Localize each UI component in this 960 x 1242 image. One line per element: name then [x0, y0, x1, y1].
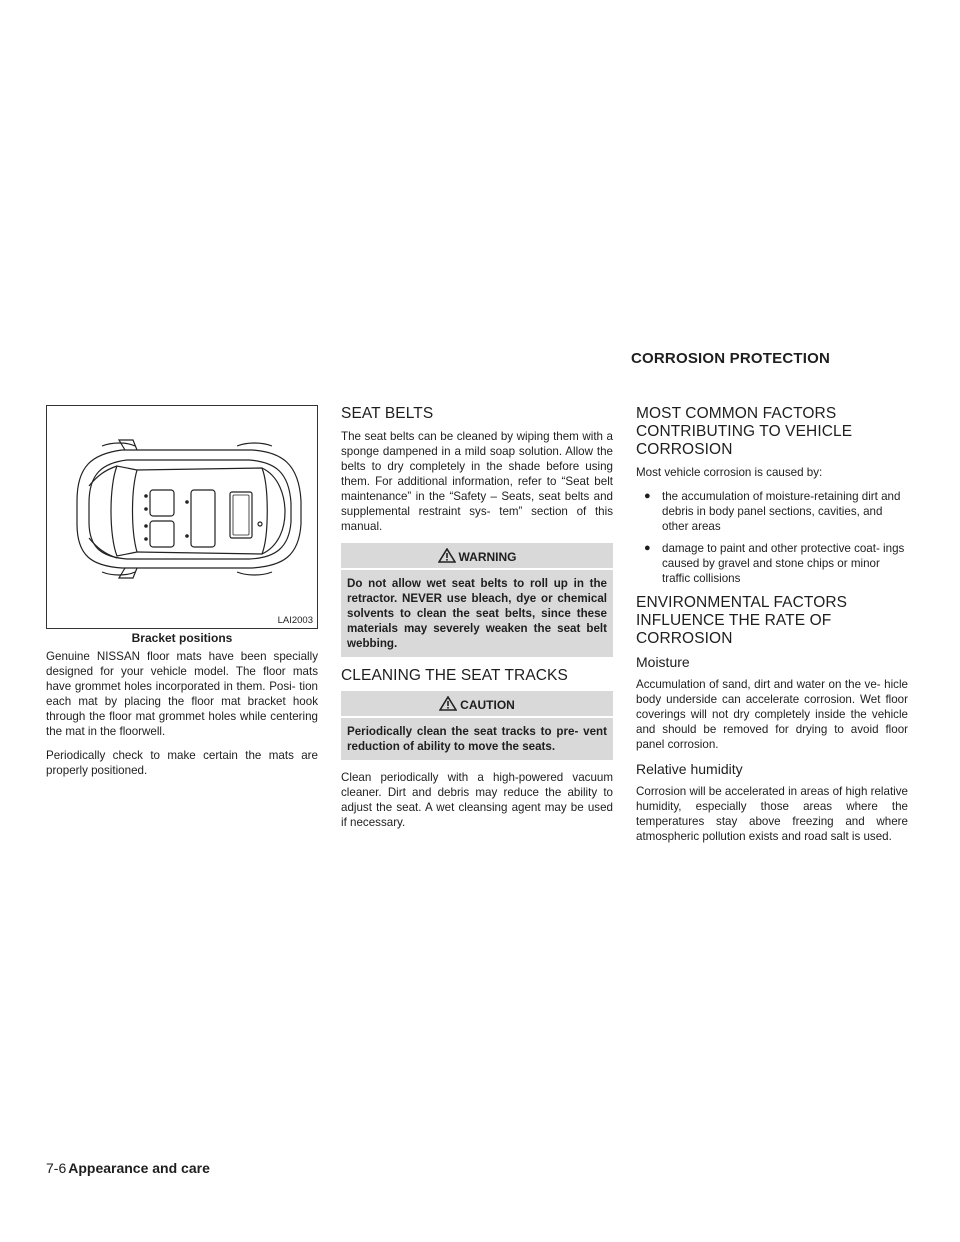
column-seat-belts	[341, 405, 613, 839]
paragraph-relative-humidity: Corrosion will be accelerated in areas of high relative humidity, especially those areas where the temperatures stay above freezing and where atmospheric pollution exists and road salt is used.	[636, 785, 908, 843]
factors-list	[636, 489, 908, 586]
heading-relative-humidity: Relative humidity	[636, 761, 743, 777]
page-footer	[46, 1160, 210, 1176]
paragraph-seat-belts: The seat belts can be cleaned by wiping them with a sponge dampened in a mild soap solution. Allow the belts to dry completely in the shade before using them. For additional information, refer to “Seat belt maintenance” in the “Safety – Seats, seat belts and supplemental restraint sys- tem” section of this manual.	[341, 430, 613, 533]
column-floor-mats	[46, 405, 318, 787]
bullet-icon: ●	[644, 490, 651, 502]
figure-code: LAI2003	[277, 615, 313, 626]
caution-label: CAUTION	[460, 698, 515, 712]
warning-label: WARNING	[458, 550, 517, 564]
paragraph-moisture: Accumulation of sand, dirt and water on the ve- hicle body underside can accelerate corrosion. Wet floor coverings will not dry completely inside the vehicle and should be removed for drying to avoid floor panel corrosion.	[636, 678, 908, 751]
heading-cleaning-seat-tracks: CLEANING THE SEAT TRACKS	[341, 667, 568, 684]
warning-box	[341, 543, 613, 657]
heading-moisture: Moisture	[636, 654, 690, 670]
page-number: 7-6	[46, 1160, 67, 1176]
caution-icon	[439, 696, 457, 711]
caution-box	[341, 691, 613, 760]
caution-text: Periodically clean the seat tracks to pre- vent reduction of ability to move the seats.	[347, 725, 607, 753]
column-corrosion	[636, 405, 908, 853]
paragraph-mats-check: Periodically check to make certain the mats are properly positioned.	[46, 749, 318, 777]
figure-bracket-positions	[46, 405, 318, 629]
list-item: ● damage to paint and other protective coat- ings caused by gravel and stone chips or minor traffic collisions	[644, 542, 905, 585]
vehicle-top-view-illustration	[47, 406, 317, 628]
section-header: CORROSION PROTECTION	[631, 350, 831, 367]
figure-caption: Bracket positions	[131, 631, 233, 645]
heading-common-factors: MOST COMMON FACTORS CONTRIBUTING TO VEHICLE CORROSION	[636, 405, 853, 458]
paragraph-seat-tracks: Clean periodically with a high-powered vacuum cleaner. Dirt and debris may reduce the ability to adjust the seat. A wet cleansing agent may be used if necessary.	[341, 771, 613, 829]
heading-seat-belts: SEAT BELTS	[341, 405, 434, 422]
warning-text: Do not allow wet seat belts to roll up in the retractor. NEVER use bleach, dye or chemical solvents to clean the seat belts, since these materials may severely weaken the seat belt webbing.	[347, 577, 607, 650]
paragraph-floor-mats: Genuine NISSAN floor mats have been specially designed for your vehicle model. The floor mats have grommet holes incorporated in them. Posi- tion each mat by placing the floor mat bracket hook through the floor mat grommet holes while centering the mat in the floorwell.	[46, 650, 318, 738]
heading-environmental-factors: ENVIRONMENTAL FACTORS INFLUENCE THE RATE OF CORROSION	[636, 594, 848, 647]
paragraph-factors-intro: Most vehicle corrosion is caused by:	[636, 466, 823, 479]
bullet-icon: ●	[644, 542, 651, 554]
chapter-title: Appearance and care	[68, 1160, 210, 1176]
warning-icon	[438, 548, 456, 563]
list-item: ● the accumulation of moisture-retaining dirt and debris in body panel sections, cavities, and other areas	[644, 490, 901, 533]
